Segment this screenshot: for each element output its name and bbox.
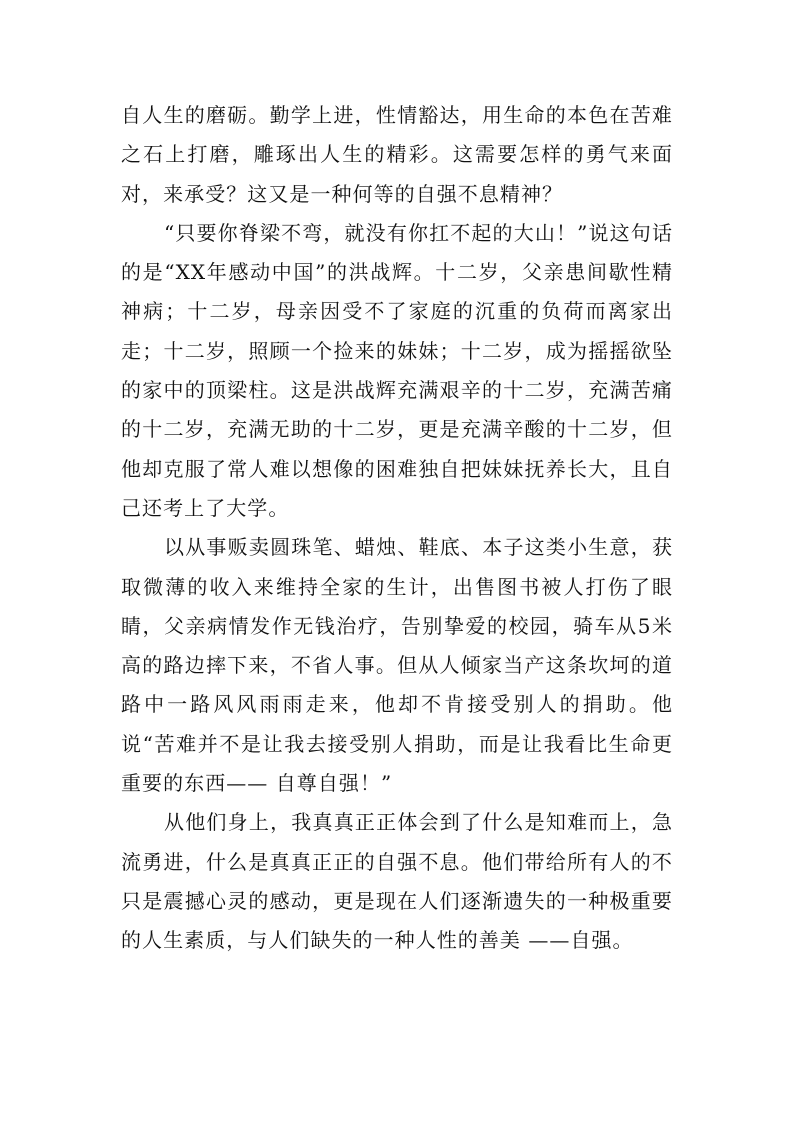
paragraph-2: “只要你脊梁不弯，就没有你扛不起的大山！”说这句话的是“XX年感动中国”的洪战辉。十二岁，父亲患间歇性精神病；十二岁，母亲因受不了家庭的沉重的负荷而离家出走；十二岁，照顾一个捡来的妹妹；十二岁，成为摇摇欲坠的家中的顶梁柱。这是洪战辉充满艰辛的十二岁，充满苦痛的十二岁，充满无助的十二岁，更是充满辛酸的十二岁，但他却克服了常人难以想像的困难独自把妹妹抚养长大，且自己还考上了大学。 xyxy=(121,220,673,520)
document-body xyxy=(121,96,673,961)
paragraph-3: 以从事贩卖圆珠笔、蜡烛、鞋底、本子这类小生意，获取微薄的收入来维持全家的生计，出售图书被人打伤了眼睛，父亲病情发作无钱治疗，告别挚爱的校园，骑车从5米高的路边摔下来，不省人事。但从人倾家当产这条坎坷的道路中一路风风雨雨走来，他却不肯接受别人的捐助。他说“苦难并不是让我去接受别人捐助，而是让我看比生命更重要的东西—— 自尊自强！” xyxy=(121,535,673,796)
paragraph-1: 自人生的磨砺。勤学上进，性情豁达，用生命的本色在苦难之石上打磨，雕琢出人生的精彩。这需要怎样的勇气来面对，来承受？这又是一种何等的自强不息精神？ xyxy=(121,103,673,206)
paragraph-4: 从他们身上，我真真正正体会到了什么是知难而上，急流勇进，什么是真真正正的自强不息。他们带给所有人的不只是震撼心灵的感动，更是现在人们逐渐遗失的一种极重要的人生素质，与人们缺失的一种人性的善美 ——自强。 xyxy=(121,810,673,953)
